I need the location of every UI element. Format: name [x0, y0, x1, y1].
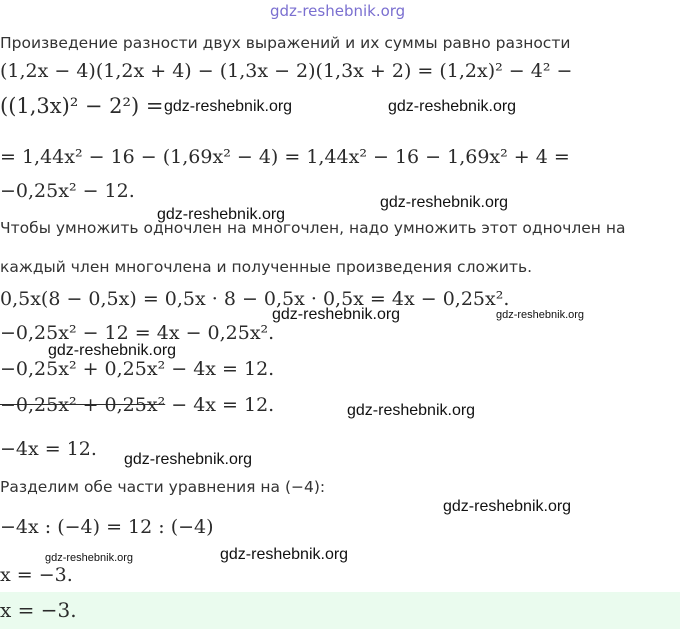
watermark: gdz-reshebnik.org [443, 498, 572, 515]
watermark: gdz-reshebnik.org [220, 546, 349, 563]
equation-line-5: 0,5x(8 − 0,5x) = 0,5x · 8 − 0,5x · 0,5x = 4x − 0,25x². [0, 288, 510, 310]
intro-text: Произведение разности двух выражений и их суммы равно разности [0, 34, 571, 52]
equation-line-10: −4x : (−4) = 12 : (−4) [0, 516, 214, 538]
equation-line-9: −4x = 12. [0, 438, 97, 460]
equation-line-1: (1,2x − 4)(1,2x + 4) − (1,3x − 2)(1,3x + 2) = (1,2x)² − 4² − [0, 60, 573, 82]
watermark: gdz-reshebnik.org [48, 342, 177, 359]
watermark: gdz-reshebnik.org [272, 306, 401, 323]
watermark: gdz-reshebnik.org [157, 206, 286, 223]
watermark-top: gdz-reshebnik.org [270, 2, 406, 20]
watermark: gdz-reshebnik.org [124, 451, 253, 468]
equation-line-4: −0,25x² − 12. [0, 180, 135, 202]
watermark-small: gdz-reshebnik.org [496, 309, 585, 321]
equation-line-2: ((1,3x)² − 2²) = [0, 94, 164, 118]
equation-line-8-rest: − 4x = 12. [165, 394, 275, 416]
equation-line-7: −0,25x² + 0,25x² − 4x = 12. [0, 358, 275, 380]
equation-line-11: x = −3. [0, 564, 73, 586]
watermark: gdz-reshebnik.org [388, 98, 517, 115]
rule-text-1: Чтобы умножить одночлен на многочлен, надо умножить этот одночлен на [0, 219, 626, 237]
watermark-small: gdz-reshebnik.org [45, 552, 134, 564]
equation-line-3: = 1,44x² − 16 − (1,69x² − 4) = 1,44x² − 16 − 1,69x² + 4 = [0, 146, 570, 168]
equation-line-6: −0,25x² − 12 = 4x − 0,25x². [0, 322, 275, 344]
watermark: gdz-reshebnik.org [164, 98, 293, 115]
rule-text-2: каждый член многочлена и полученные произведения сложить. [0, 258, 533, 276]
watermark: gdz-reshebnik.org [380, 194, 509, 211]
answer-text: x = −3. [0, 598, 77, 622]
divide-text: Разделим обе части уравнения на (−4): [0, 478, 326, 496]
equation-line-8 [0, 394, 274, 416]
struck-terms: −0,25x² + 0,25x² [0, 394, 166, 416]
watermark: gdz-reshebnik.org [347, 402, 476, 419]
answer-box [0, 592, 680, 629]
